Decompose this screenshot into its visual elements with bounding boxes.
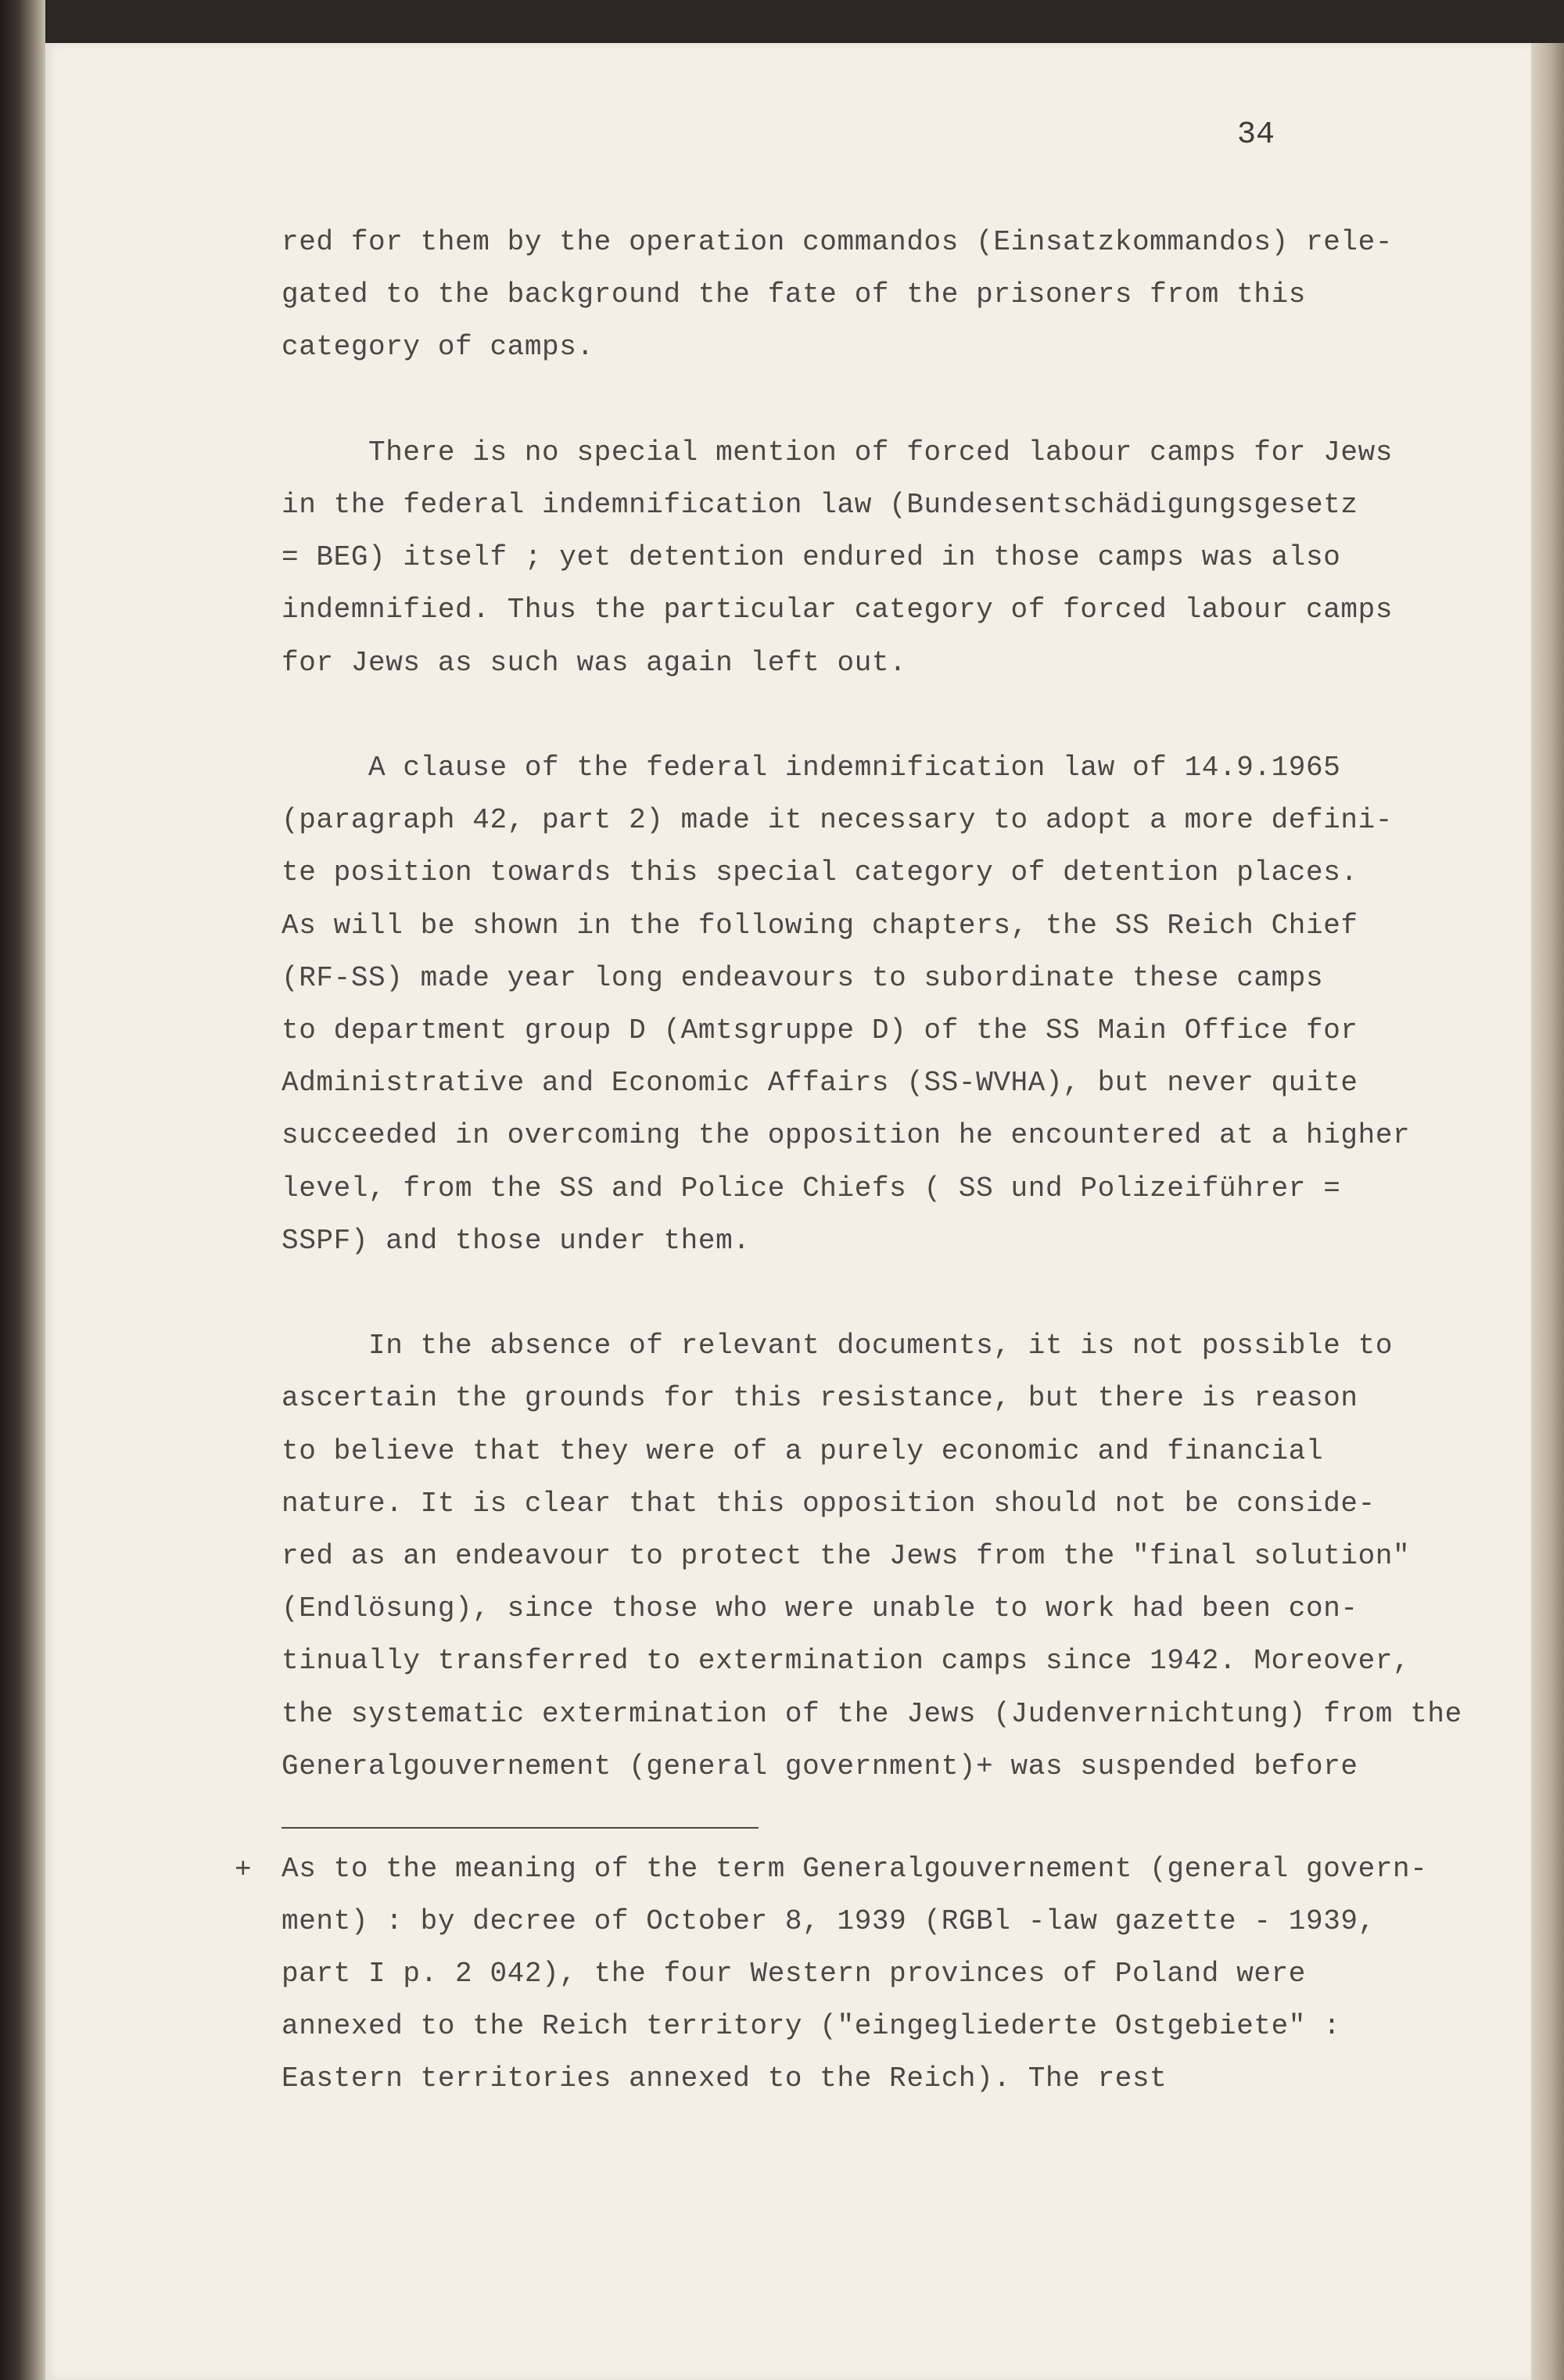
body-line: te position towards this special category of detention places. [282,856,1358,889]
footnote-line: annexed to the Reich territory ("eingegliederte Ostgebiete" : [282,2010,1341,2042]
body-line: red as an endeavour to protect the Jews from the "final solution" [282,1540,1411,1572]
body-line: There is no special mention of forced labour camps for Jews [282,436,1394,468]
book-binding [0,0,45,2380]
body-line: Administrative and Economic Affairs (SS-WVHA), but never quite [282,1067,1358,1100]
body-line: SSPF) and those under them. [282,1224,751,1257]
body-line: ascertain the grounds for this resistance, but there is reason [282,1382,1358,1415]
body-line: (Endlösung), since those who were unable to work had been con- [282,1592,1358,1625]
body-line: Generalgouvernement (general government)+ was suspended before [282,1750,1358,1782]
body-line: for Jews as such was again left out. [282,646,907,679]
body-line: in the federal indemnification law (Bundesentschädigungsgesetz [282,489,1358,521]
body-line: red for them by the operation commandos (Einsatzkommandos) rele- [282,226,1394,258]
body-line: gated to the background the fate of the prisoners from this [282,278,1307,311]
body-line: (RF-SS) made year long endeavours to subordinate these camps [282,961,1324,994]
body-line: (paragraph 42, part 2) made it necessary to adopt a more defini- [282,804,1394,837]
page-edge [1531,43,1564,2380]
body-line: to believe that they were of a purely economic and financial [282,1434,1324,1467]
body-line: A clause of the federal indemnification law of 14.9.1965 [282,752,1341,784]
footnote-line: part I p. 2 042), the four Western provinces of Poland were [282,1958,1307,1990]
body-line: As will be shown in the following chapters, the SS Reich Chief [282,909,1358,942]
body-line: succeeded in overcoming the opposition he encountered at a higher [282,1119,1411,1152]
footnote-line: Eastern territories annexed to the Reich). The rest [282,2062,1168,2095]
body-line: = BEG) itself ; yet detention endured in those camps was also [282,541,1341,574]
footnote-marker: + [235,1854,252,1886]
body-line: tinually transferred to extermination camps since 1942. Moreover, [282,1645,1411,1678]
body-line: nature. It is clear that this opposition should not be conside- [282,1487,1376,1520]
footnote-line: ment) : by decree of October 8, 1939 (RGBl -law gazette - 1939, [282,1905,1376,1937]
body-line: the systematic extermination of the Jews (Judenvernichtung) from the [282,1697,1462,1730]
body-line: category of camps. [282,331,594,364]
footnote-divider [282,1827,759,1829]
page-number: 34 [1237,117,1275,153]
footnote-line: As to the meaning of the term Generalgouvernement (general govern- [282,1853,1428,1885]
body-line: indemnified. Thus the particular category of forced labour camps [282,594,1394,626]
body-line: to department group D (Amtsgruppe D) of the SS Main Office for [282,1014,1358,1046]
body-line: In the absence of relevant documents, it is not possible to [282,1330,1394,1362]
body-line: level, from the SS and Police Chiefs ( SS und Polizeiführer = [282,1172,1341,1204]
